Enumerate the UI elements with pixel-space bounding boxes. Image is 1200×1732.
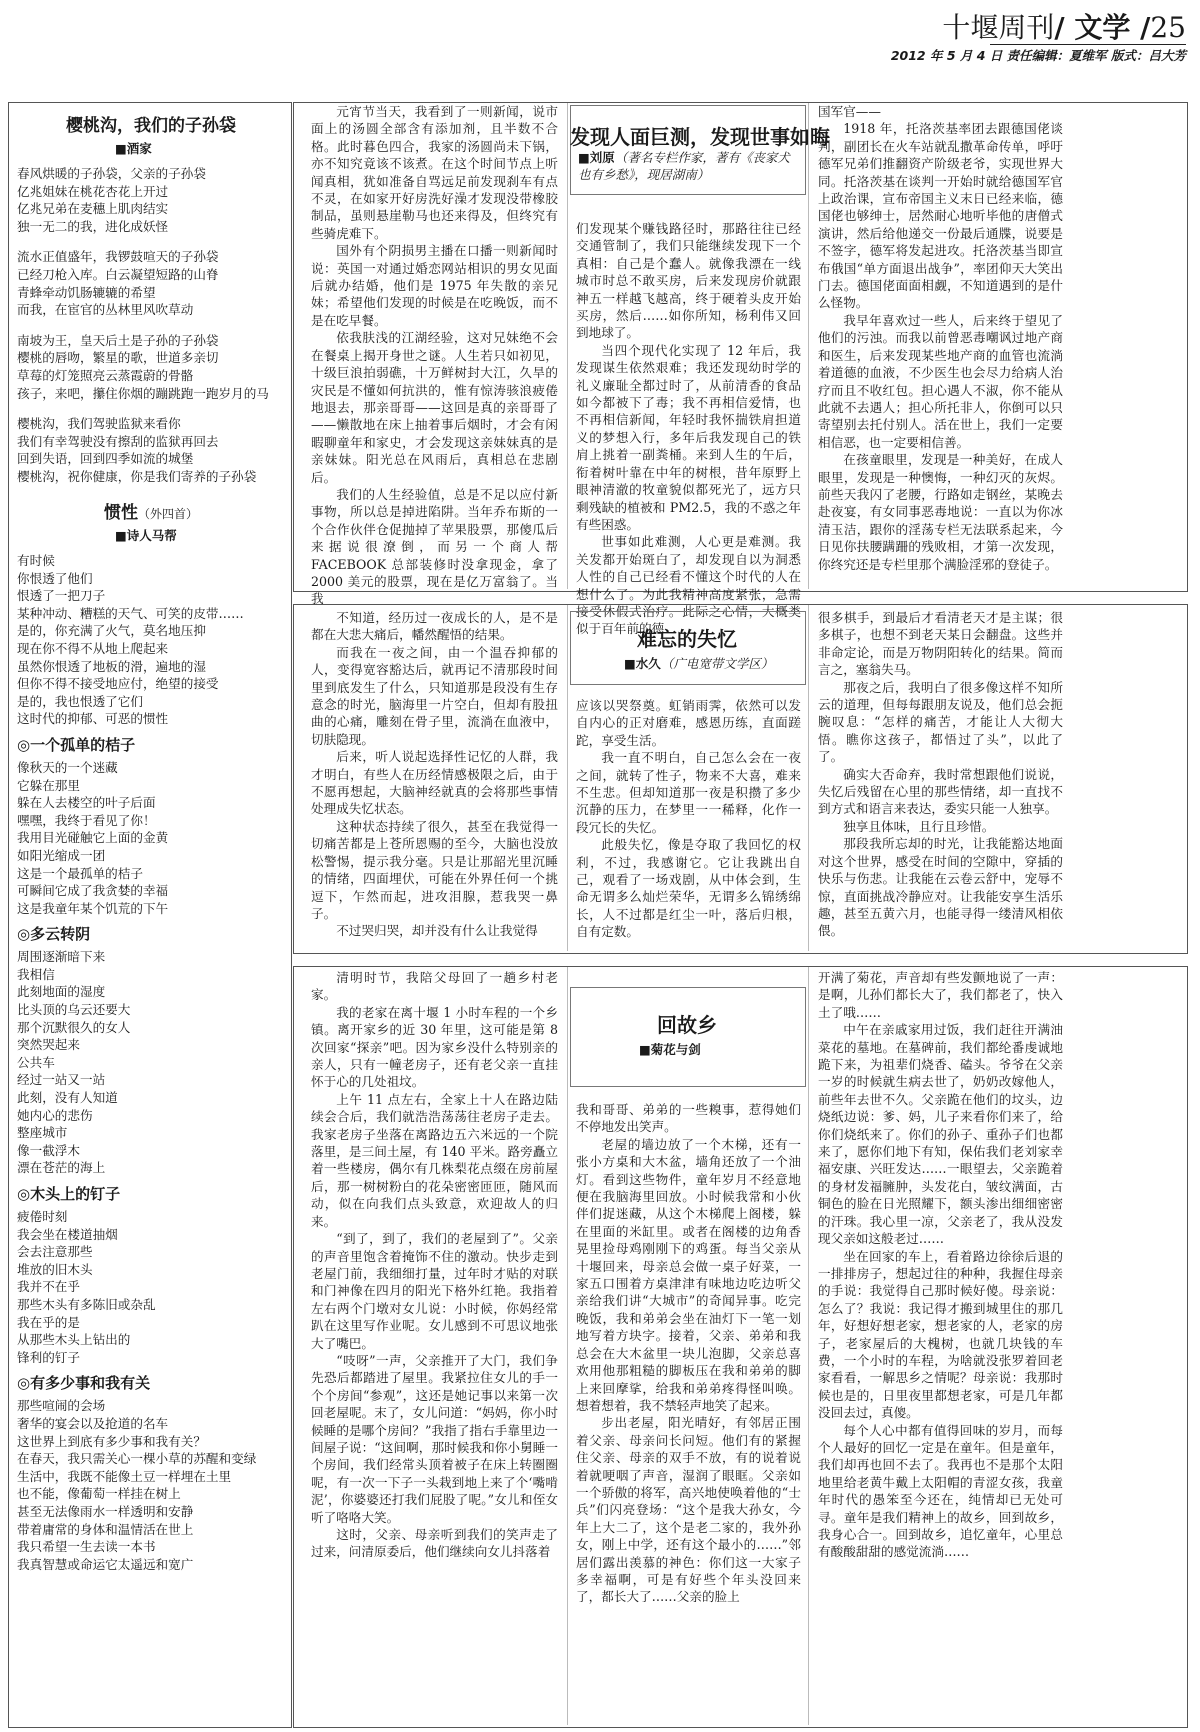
article-1-col-1 xyxy=(311,103,558,607)
paragraph: 应该以哭祭奠。虹销雨霁，依然可以发自内心的正对磨难，感恩历练，直面蹉跎，享受生活。 xyxy=(576,698,801,748)
poem-line: 在春天，我只需关心一棵小草的苏醒和变绿 xyxy=(17,1451,257,1467)
article-3-col-2 xyxy=(576,1101,801,1725)
poem-line: 它躲在那里 xyxy=(17,777,80,793)
poem-line: 漂在苍茫的海上 xyxy=(17,1160,106,1176)
poem-line: 是的，你充满了火气，莫名地压抑 xyxy=(17,623,206,639)
article-3-author: ■菊花与剑 xyxy=(639,1042,701,1057)
poem-line: 周围逐渐暗下来 xyxy=(17,949,106,965)
poem-line: 如阳光缩成一团 xyxy=(17,847,106,863)
poem-section-title: ◎木头上的钉子 xyxy=(17,1185,121,1203)
paragraph: 这时，父亲、母亲听到我们的笑声走了过来，问清原委后，他们继续向女儿抖落着 xyxy=(311,1527,558,1560)
poem-line: 我真智慧或命运它太遥远和宽广 xyxy=(17,1556,194,1572)
stanza xyxy=(17,165,285,235)
article-3-box xyxy=(293,966,1188,1728)
paragraph: 这种状态持续了很久，甚至在我觉得一切痛苦都是上苍所恩赐的至今，大脑也没放松警惕，提示我分毫。只是让那韶光里沉睡的情绪，四面埋伏，可能在外界任何一个挑逗下，乍然而起，进攻泪腺，惹我哭一鼻子。 xyxy=(311,818,558,921)
poem-line: 已经刀枪入库。白云凝望短路的山脊 xyxy=(17,266,219,282)
poem-line: 从那些木头上钻出的 xyxy=(17,1332,131,1348)
poem-line: 堆放的旧木头 xyxy=(17,1261,93,1277)
poem-line: 像一截浮木 xyxy=(17,1142,80,1158)
poem-line: 可瞬间它成了我贪婪的幸福 xyxy=(17,883,169,899)
paragraph: 后来，听人说起选择性记忆的人群，我才明白，有些人在历经情感极限之后，由于不愿再想起，大脑神经就真的会将那些事情处理成失忆状态。 xyxy=(311,749,558,817)
poem-line: 此刻地面的湿度 xyxy=(17,984,106,1000)
column-divider xyxy=(808,967,809,1725)
paragraph: 1918 年，托洛茨基率团去跟德国佬谈判，副团长在火车站就乱撒革命传单，呼吁德军兄弟们推翻资产阶级老爷，实现世界大同。托洛茨基在谈判一开始时就给德国军官上政治课，宣布帝国主义末日已经来临，德国佬也够绅士，居然耐心地听毕他的唐僧式演讲，然后给他递交一份最后通牒，说要是不签字，德军将发起进攻。托洛茨基当即宣布俄国“单方面退出战争”，率团仰天大笑出门去。德国佬面面相觑，不知道遇到的是什么怪物。 xyxy=(818,121,1063,311)
poem-line: 孩子，来吧，攥住你烟的蹦跳跑一跑岁月的马 xyxy=(17,385,269,401)
poem-line: 像秋天的一个迷藏 xyxy=(17,759,118,775)
poem-line: 我用目光碰触它上面的金黄 xyxy=(17,830,169,846)
paper-name: 十堰周刊 xyxy=(942,11,1055,44)
poem-line: 南坡为王，皇天后土是子孙的子孙袋 xyxy=(17,332,219,348)
poem-title: 樱桃沟，我们的子孙袋 xyxy=(66,116,236,136)
poem-title-suffix: （外四首） xyxy=(137,507,198,521)
paragraph: 清明时节，我陪父母回了一趟乡村老家。 xyxy=(311,970,558,1003)
paragraph: 我早年喜欢过一些人，后来终于望见了他们的污浊。而我以前曾恶毒嘲讽过地产商和医生，后来发现某些地产商的血管也流淌着道德的血液，不少医生也会尽力给病人治疗而且不收红包。担心遇人不淑，你不能从此就不去遇人；担心所托非人，你倒可以只寄望别去托付别人。活在世上，我们一定要相信恶，也一定要相信善。 xyxy=(818,312,1063,450)
poem-section-title: ◎一个孤单的桔子 xyxy=(17,735,136,754)
poem-line: 我在乎的是 xyxy=(17,1314,80,1330)
poem-line: 我相信 xyxy=(17,966,55,982)
poem-line: 这世界上到底有多少事和我有关？ xyxy=(17,1433,206,1449)
paragraph: 那段我所忘却的时光，让我能豁达地面对这个世界，感受在时间的空隙中，穿插的快乐与伤悲。让我能在云卷云舒中，宠辱不惊，直面挑战冷静应对。让我能安享生活乐趣，甚至五黄六月，也能寻得一缕清风相依偎。 xyxy=(818,836,1063,939)
article-2-col-3 xyxy=(818,609,1063,951)
author-name: ■水久 xyxy=(624,656,661,671)
paragraph: 中午在亲戚家用过饭，我们赶往开满油菜花的墓地。在墓碑前，我们都纶番虔诚地跪下来，为祖辈们烧香、磕头。爷爷在父亲一岁的时候就生病去世了，奶奶改嫁他人，前些年去世不久。父亲跪在他们的坟头，边烧纸边说：爹、妈，儿子来看你们来了，给你们烧纸来了。你们的孙子、重孙子们也都来了，愿你们地下有知，保佑我们老刘家幸福安康、兴旺发达……一眼望去，父亲跪着的身材发福臃肿，头发花白，皱纹满面，古铜色的脸在日光照耀下，额头渗出细细密密的汗珠。我心里一凉，父亲老了，我从没发现父亲如这般老过…… xyxy=(818,1022,1063,1247)
paragraph: 而我在一夜之间，由一个温吞抑郁的人，变得宽容豁达后，就再记不清那段时间里到底发生了什么，只知道那是段没有生存意念的时光，脑海里一片空白，但却有股扭曲的心痛，雕刻在骨子里，流淌在血液中，切肤隐现。 xyxy=(311,644,558,747)
paragraph: 不过哭归哭，却并没有什么让我觉得 xyxy=(336,923,538,939)
paragraph: 依我肤浅的江湖经验，这对兄妹绝不会在餐桌上揭开身世之谜。人生若只如初见，十级巨浪拍弱礁，十万鲜树封大江，久旱的灾民是不懂如何抗洪的，惟有惊涛骇浪疲倦地退去，那亲哥哥——这回是真的亲哥哥了——懒散地在床上抽着事后烟时，才会有闲暇聊童年和家史，才会发现这亲妹妹真的是亲妹妹。阳光总在风雨后，真相总在悲剧后。 xyxy=(311,330,558,485)
poem-line: 某种冲动、糟糕的天气、可笑的皮带…… xyxy=(17,605,244,621)
poem-section-title: ◎多云转阴 xyxy=(17,925,91,944)
poem-line: 带着庸常的身体和温情活在世上 xyxy=(17,1521,194,1537)
paragraph: 那夜之后，我明白了很多像这样不知所云的道理，但每每跟朋友说及，他们总会扼腕叹息：“怎样的痛苦，才能让人大彻大悟。瞧你这孩子，都悟过了头”，以此了了。 xyxy=(818,679,1063,765)
poem-line: 嘿嘿，我终于看见了你！ xyxy=(17,812,156,828)
poem-line: 这是一个最孤单的桔子 xyxy=(17,865,143,881)
poem-line: 我并不在乎 xyxy=(17,1279,80,1295)
poem-line: 她内心的悲伤 xyxy=(17,1107,93,1123)
poem-line: 流水正值盛年，我锣鼓喧天的子孙袋 xyxy=(17,249,219,265)
author-note: （广电宽带文学区） xyxy=(660,656,774,671)
poem-title xyxy=(17,498,285,523)
poem-line: 此刻，没有人知道 xyxy=(17,1090,118,1106)
paragraph: 步出老屋，阳光晴好，有邻居正围着父亲、母亲问长问短。他们有的紧握住父亲、母亲的双手不放，有的说着说着就哽咽了声音，湿润了眼眶。父亲如一个骄傲的将军，高兴地使唤着他的“士兵”们闪亮登场：“这个是我大孙女，今年上大二了，这个是老二家的，我外孙女，刚上中学，还有这个最小的……”邻居们露出羡慕的神色：你们这一大家子多幸福啊，可是有好些个年头没回来了，都长大了……父亲的脸上 xyxy=(576,1415,801,1605)
page-number: 25 xyxy=(1150,11,1186,44)
paragraph: 国军官—— xyxy=(818,104,881,119)
poem-section-title: ◎有多少事和我有关 xyxy=(17,1374,151,1393)
article-3-col-3 xyxy=(818,969,1063,1725)
paragraph: 在孩童眼里，发现是一种美好，在成人眼里，发现是一种懊悔，一种幻灭的灰烬。前些天我闪了老腰，行路如走钢丝，某晚去赴夜宴，有女同事恶毒地说：一直以为你冰清玉洁，跟你的淫荡专栏无法联系起来，今日见你扶腰蹒跚的残败相，才第一次发现，你终究还是专栏里那个满脸淫邪的登徒子。 xyxy=(818,452,1063,572)
paragraph: 每个人心中都有值得回味的岁月，而每个人最好的回忆一定是在童年。但是童年，我们却再也回不去了。我再也不是那个太阳地里给老黄牛戴上太阳帽的青涩女孩，我童年时代的愚笨至今还在，纯情却已无处可寻。童年是我们精神上的故乡，回到故乡，我身心合一。回到故乡，追忆童年，心里总有酸酸甜甜的感觉流淌…… xyxy=(818,1422,1063,1560)
poem-line: 生活中，我既不能像土豆一样埋在土里 xyxy=(17,1468,232,1484)
poem-line: 独一无二的我，进化成妖怪 xyxy=(17,218,169,234)
poem-line: 这时代的抑郁、可恶的惯性 xyxy=(17,711,169,727)
poem-line: 我会坐在楼道抽烟 xyxy=(17,1226,118,1242)
poem-line: 回到失语，回到四季如流的城堡 xyxy=(17,451,194,467)
paragraph: 国外有个阴损男主播在口播一则新闻时说：英国一对通过婚恋网站相识的男女见面后就办结婚，他们是 1975 年失散的亲兄妹；希望他们发现的时候是在吃晚饭，而不是在吃早餐。 xyxy=(311,243,558,328)
paragraph: 开满了菊花，声音却有些发颤地说了一声：是啊，儿孙们都长大了，我们都老了，快入土了哦…… xyxy=(818,970,1063,1020)
poem-1 xyxy=(17,109,285,499)
poem-line: 亿兆兄弟在麦穗上肌肉结实 xyxy=(17,201,169,217)
article-1-title: 发现人面巨测，发现世事如晦 xyxy=(570,125,830,149)
poem-title-main: 惯性 xyxy=(103,503,138,523)
poem-line: 比头顶的乌云还要大 xyxy=(17,1002,131,1018)
stanza xyxy=(17,415,285,485)
column-divider xyxy=(567,967,568,1725)
paragraph: 我和哥哥、弟弟的一些糗事，惹得她们不停地发出笑声。 xyxy=(576,1102,801,1135)
poem-line: 奢华的宴会以及抢道的名车 xyxy=(17,1415,169,1431)
poem-line: 樱桃的唇吻，繁星的歌，世道多亲切 xyxy=(17,350,219,366)
poem-line: 草莓的灯笼照亮云蒸霞蔚的骨骼 xyxy=(17,367,194,383)
column-divider xyxy=(808,103,809,589)
stanza xyxy=(17,332,285,402)
paragraph: 坐在回家的车上，看着路边徐徐后退的一排排房子，想起过往的种种，我握住母亲的手说：我觉得自己那时候好傻。母亲说：怎么了？我说：我记得才搬到城里住的那几年，好想好想老家，想老家的人，老家的房子，老家屋后的大槐树，也就几块钱的车费，一个小时的车程，为啥就没张罗着回老家看看，一解思乡之情呢？母亲说：我那时候也是的，日里夜里都想老家，可是几年都没回去过，真傻。 xyxy=(818,1248,1063,1421)
paragraph: 上午 11 点左右，全家上十人在路边陆续会合后，我们就浩浩荡荡往老房子走去。我家老房子坐落在离路边五六米远的一个院落里，是三间土屋，有 140 平米。路旁矗立着一些楼房，偶尔有几株梨花点缀在房前屋后，那一树树粉白的花朵密密匝匝，随风而动，似在向我们点头致意，欢迎故人的归来。 xyxy=(311,1091,558,1229)
column-divider xyxy=(808,605,809,951)
column-divider xyxy=(567,605,568,951)
article-1-author xyxy=(578,149,798,183)
poem-line: 也不能，像葡萄一样挂在树上 xyxy=(17,1486,181,1502)
poem-line: 亿兆姐妹在桃花杏花上开过 xyxy=(17,183,169,199)
masthead xyxy=(942,6,1186,46)
column-divider xyxy=(567,103,568,589)
poem-line: 恨透了一把刀子 xyxy=(17,588,106,604)
paragraph: 当四个现代化实现了 12 年后，我发现谋生依然艰难；我还发现幼时学的礼义廉耻全都过时了，从前清香的食品如今都被下了毒；我不再相信爱情，也不再相信新闻，年轻时我怀揣铁肩担道义的梦想入行，多年后我发现自己的铁肩上挑着一副粪桶。来到人生的午后，衔着树叶靠在中年的树根，昔年原野上眼神清澈的牧童貌似都死光了，远方只剩残缺的植被和 PM2.5，我的不惑之年有些困惑。 xyxy=(576,342,801,532)
article-3-title: 回故乡 xyxy=(657,1013,717,1037)
poem-line: 公共车 xyxy=(17,1054,55,1070)
poem-2 xyxy=(17,496,285,1573)
poem-line: 甚至无法像雨水一样透明和安静 xyxy=(17,1503,194,1519)
article-2-title: 难忘的失忆 xyxy=(637,627,737,651)
poem-author: ■酒家 xyxy=(115,141,152,156)
poem-line: 而我，在宦官的丛林里风吹草动 xyxy=(17,302,194,318)
poem-line: 樱桃沟，祝你健康，你是我们寄养的子孙袋 xyxy=(17,468,257,484)
paragraph: “到了，到了，我们的老屋到了”。父亲的声音里饱含着掩饰不住的激动。快步走到老屋门前，我细细打量，过年时才贴的对联和门神像在四月的阳光下格外红艳。我指着左右两个门墩对女儿说：小时候，你妈经常趴在这里写作业呢。女儿感到不可思议地张大了嘴巴。 xyxy=(311,1231,558,1351)
header-rule xyxy=(990,44,1186,45)
article-1-col-2 xyxy=(576,220,801,637)
poem-line: 躲在人去楼空的叶子后面 xyxy=(17,795,156,811)
poem-line: 春风烘暖的子孙袋，父亲的子孙袋 xyxy=(17,166,206,181)
paragraph: 不知道，经历过一夜成长的人，是不是都在大悲大痛后，幡然醒悟的结果。 xyxy=(311,610,558,643)
section-name: / 文学 / xyxy=(1054,11,1151,44)
poem-line: 你恨透了他们 xyxy=(17,570,93,586)
poem-line: 会去注意那些 xyxy=(17,1244,93,1260)
paragraph: 确实大否命弃，我时常想跟他们说说，失忆后残留在心里的那些情绪，却一直找不到方式和语言来表达，委实只能一人独享。 xyxy=(818,766,1063,817)
paragraph: 我一直不明白，自己怎么会在一夜之间，就转了性子，物来不大喜，难来不生悲。但却知道那一夜是积攒了多少沉静的压力，在梦里一一稀释，化作一段冗长的失忆。 xyxy=(576,750,801,835)
paragraph: 元宵节当天，我看到了一则新闻，说市面上的汤圆全部含有添加剂，且半数不合格。此时暮色四合，我家的汤圆尚未下锅，亦不知究竟该不该煮。在这个时间节点上听闻真相，犹如准备自骂远足前发现刹车有点不灵，在如家开好房洗好澡才发现没带橡胶制品，虽则悬崖勒马也还来得及，但终究有些骑虎难下。 xyxy=(311,104,558,241)
poem-line: 虽然你恨透了地板的滑，遍地的湿 xyxy=(17,658,206,674)
poem-author: ■诗人马帮 xyxy=(115,528,177,543)
poem-line: 我们有幸驾驶没有擦刮的监狱再回去 xyxy=(17,433,219,449)
paragraph: 们发现某个赚钱路径时，那路往往已经交通管制了，我们只能继续发现下一个真相：自己是个蠢人。就像我漂在一线城市时总不敢买房，后来发现房价就跟神五一样越飞越高，终于硬着头皮开始买房，然后……如你所知，杨利伟又回到地球了。 xyxy=(576,221,801,341)
paragraph: 我们的人生经验值，总是不足以应付新事物，所以总是掉进陷阱。当年乔布斯的一个合作伙伴仓促抛掉了苹果股票，那傻瓜后来据说很潦倒，而另一个商人帮 FACEBOOK 总部装修时没拿现金，拿了 2000 美元的股票，现在是亿万富翁了。当我 xyxy=(311,486,558,607)
poem-line: 现在你不得不从地上爬起来 xyxy=(17,640,169,656)
article-3-col-1 xyxy=(311,969,558,1725)
stanza xyxy=(17,248,285,318)
paragraph: 独享且体味，且行且珍惜。 xyxy=(843,818,995,834)
article-2-box xyxy=(293,604,1188,954)
paragraph: “吱呀”一声，父亲推开了大门，我们争先恐后都踏进了屋里。我紧拉住女儿的手一个个房间“参观”，这还是她记事以来第一次回老屋呢。末了，女儿问道：“妈妈，你小时候睡的是哪个房间？”我指了指右手靠里边一间屋子说：“这间啊，那时候我和你小舅睡一个房间，我们经常头顶着被子在床上转圈圈呢，有一次一下子一头栽到地上来了个‘嘴啃泥’，你婆婆还打我们屁股了呢。”女儿和侄女听了咯咯大笑。 xyxy=(311,1352,558,1525)
article-2-col-2 xyxy=(576,697,801,951)
poem-line: 疲倦时刻 xyxy=(17,1209,68,1224)
paragraph: 我的老家在离十堰 1 小时车程的一个乡镇。离开家乡的近 30 年里，这可能是第 8 次回家“探亲”吧。因为家乡没什么特别亲的亲人，只有一幢老房子，还有老父亲一直挂怀于心的几处祖坟。 xyxy=(311,1004,558,1090)
author-name: ■刘原 xyxy=(578,150,615,165)
poem-line: 但你不得不接受地应付，绝望的接受 xyxy=(17,676,219,692)
article-2-col-1 xyxy=(311,609,558,951)
paragraph: 很多棋手，到最后才看清老天才是主谋；很多棋子，也想不到老天某日会翻盘。这些并非命定论，而是万物阴阳转化的结果。简而言之，塞翁失马。 xyxy=(818,610,1063,678)
article-1-col-3 xyxy=(818,103,1063,589)
poem-line: 那个沉默很久的女人 xyxy=(17,1019,131,1035)
poem-line: 我只希望一生去读一本书 xyxy=(17,1539,156,1555)
poem-line: 突然哭起来 xyxy=(17,1037,80,1053)
author-note: （著名专栏作家，著有《丧家犬也有乡愁》，现居湖南） xyxy=(578,150,790,182)
poem-line: 锋利的钉子 xyxy=(17,1349,80,1365)
poem-line: 经过一站又一站 xyxy=(17,1072,106,1088)
poem-line: 樱桃沟，我们驾驶监狱来看你 xyxy=(17,416,181,432)
poem-line: 整座城市 xyxy=(17,1125,68,1141)
issue-info: 2012 年 5 月 4 日 责任编辑：夏维军 版式：吕大芳 xyxy=(890,48,1186,63)
article-2-author xyxy=(624,655,804,672)
poem-line: 是的，我也恨透了它们 xyxy=(17,693,143,709)
poetry-column xyxy=(8,102,292,1728)
poem-line: 青蜂牵动饥肠辘辘的希望 xyxy=(17,284,156,300)
poem-line: 那些喧闹的会场 xyxy=(17,1398,106,1414)
poem-line: 这是我童年某个饥荒的下午 xyxy=(17,900,169,916)
paragraph: 老屋的墙边放了一个木梯，还有一张小方桌和大木盆，墙角还放了一个油灯。看到这些物件，童年岁月不经意地便在我脑海里回放。小时候我常和小伙伴们捉迷藏，从这个木梯爬上阁楼，躲在里面的米缸里。或者在阁楼的边角香晃里捡母鸡刚刚下的鸡蛋。每当父亲从十堰回来，母亲总会做一桌子好菜，一家五口围着方桌津津有味地边吃边听父亲给我们讲“大城市”的奇闻异事。吃完晚饭，我和弟弟会坐在油灯下一笔一划地写着方块字。接着，父亲、弟弟和我总会在大木盆里一块儿泡脚，父亲总喜欢用他那粗糙的脚板压在我和弟弟的脚上来回摩挲，给我和弟弟疼得怪叫唤。想着想着，我不禁轻声地笑了起来。 xyxy=(576,1136,801,1413)
paragraph: 世事如此难测，人心更是难测。我关发都开始斑白了，却发现自以为洞悉人性的自己已经看不懂这个时代的人在想什么了。为此我精神高度紧张，急需接受休假式治疗。此际之心情，大概类似于百年前的德 xyxy=(576,534,801,637)
poem-line: 有时候 xyxy=(17,553,55,568)
poem-line: 那些木头有多陈旧或杂乱 xyxy=(17,1296,156,1312)
paragraph: 此般失忆，像是夺取了我回忆的权利，不过，我感谢它。它让我跳出自己，观看了一场戏剧，从中体会到，生命无谓多么灿烂荣华，无谓多么锦绣绵长，人不过都是红尘一叶，落后归根，自有定数。 xyxy=(576,837,801,940)
